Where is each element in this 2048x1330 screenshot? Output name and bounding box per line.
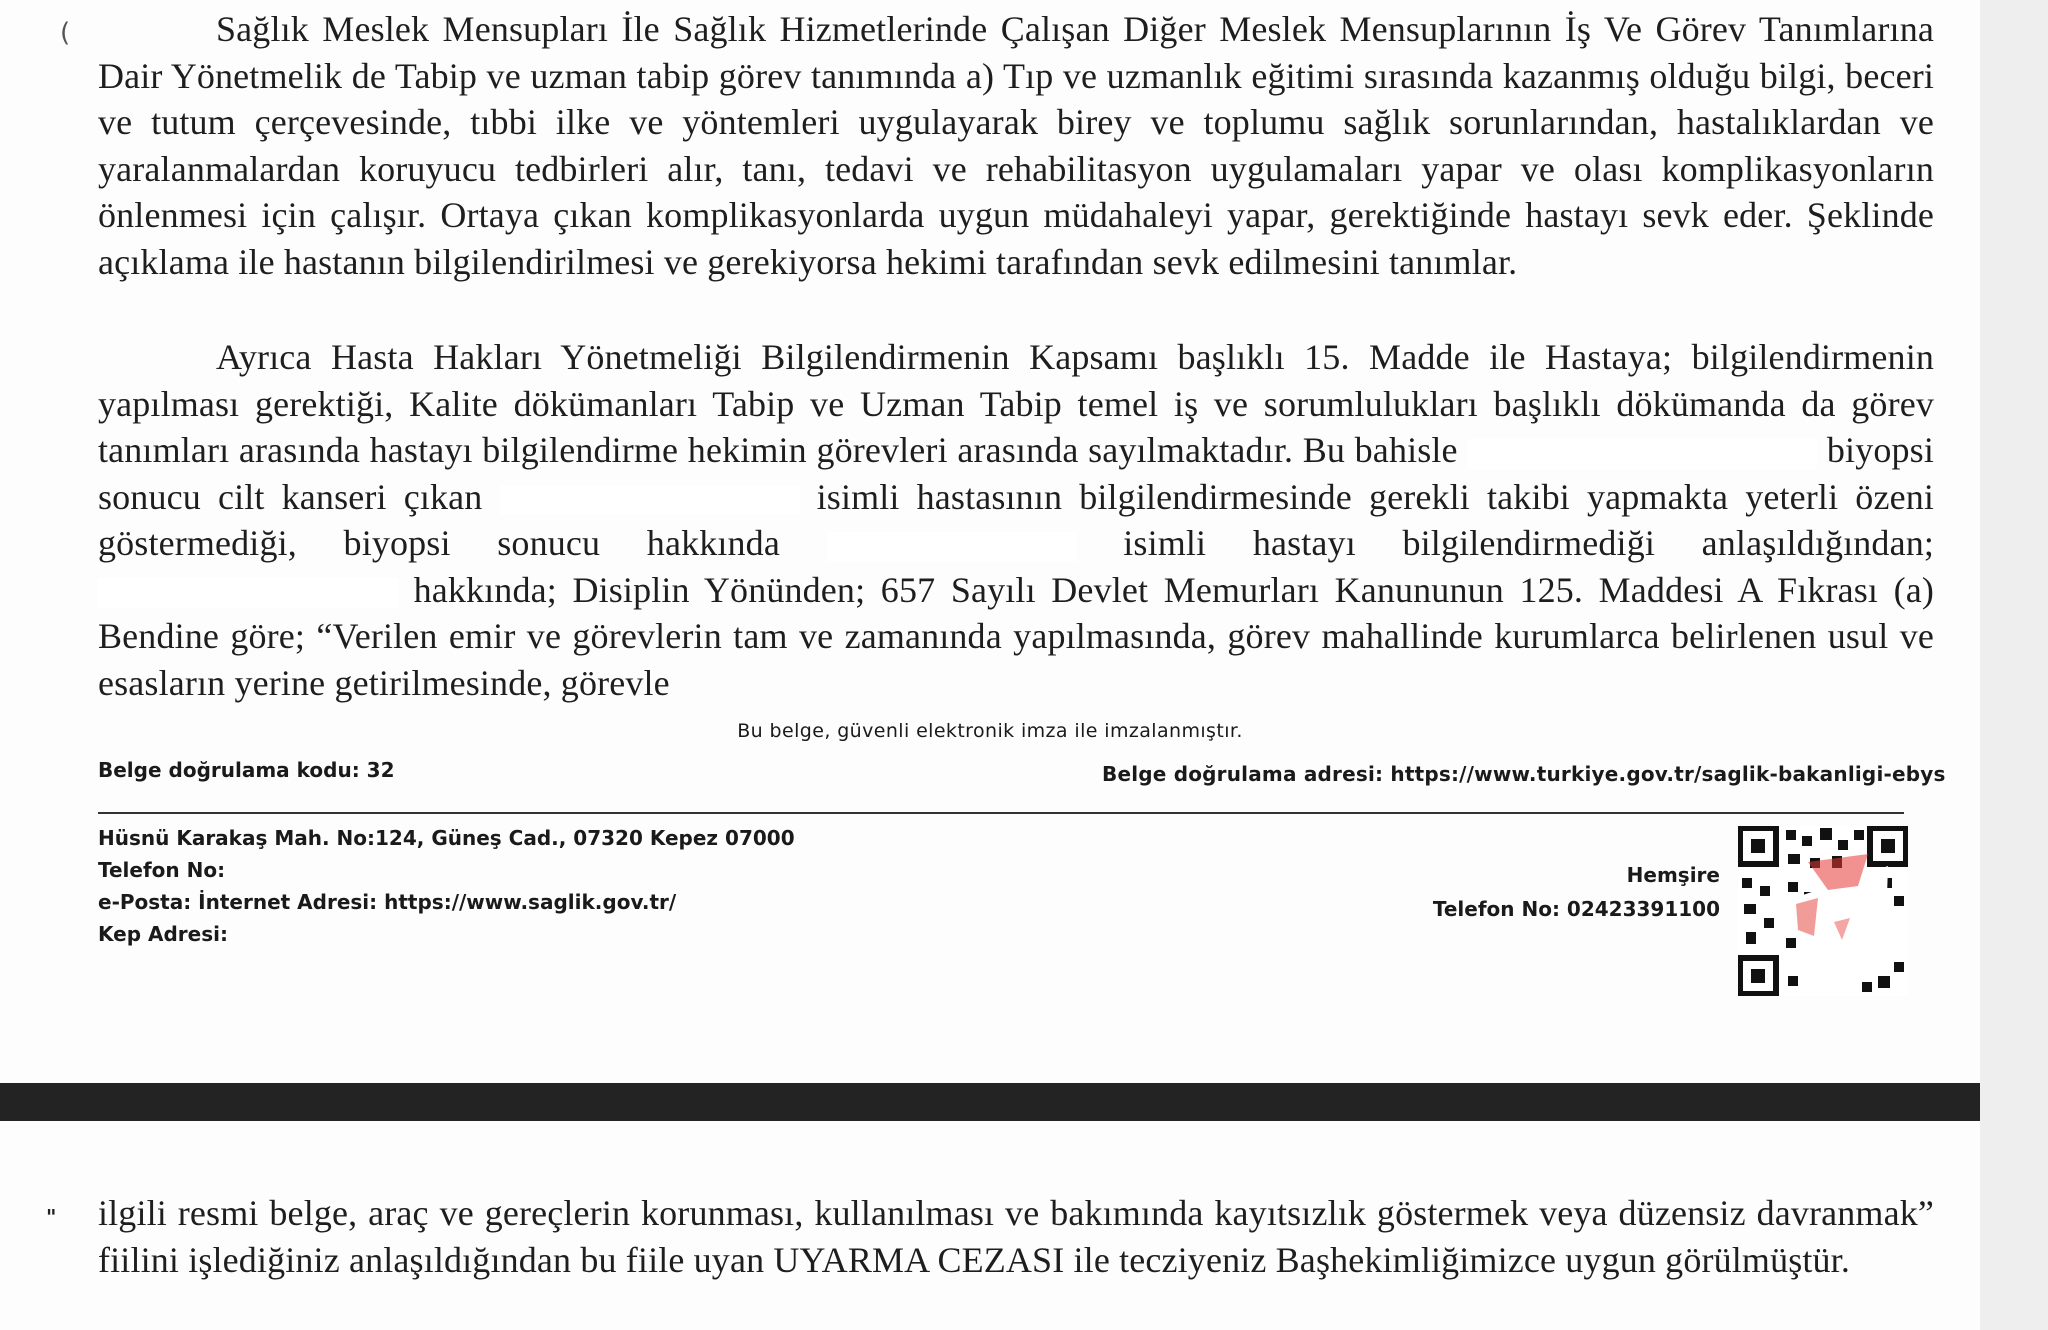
signer-role: Hemşire xyxy=(1626,863,1720,887)
address-line: Hüsnü Karakaş Mah. No:124, Güneş Cad., 07320 Kepez 07000 xyxy=(98,826,795,850)
paragraph-penalty: ilgili resmi belge, araç ve gereçlerin korunması, kullanılması ve bakımında kayıtsızlık göstermek veya düzensiz davranmak” fiilini işlediğiniz anlaşıldığından bu fiile uyan UYARMA CEZASI ile tecziyeniz Başhekimliğimizce uygun görülmüştür. xyxy=(98,1193,1934,1280)
paragraph-patient-rights-part3: isimli hastasının bilgilendirmesinde gerekli takibi yapmakta yeterli özeni göstermediği, biyopsi sonucu hakkında xyxy=(98,476,1935,563)
paragraph-patient-rights-part1: Ayrıca Hasta Hakları Yönetmeliği Bilgilendirmenin Kapsamı başlıklı 15. Madde ile Hastaya; bilgilendirmenin yapılması gerektiği, Kalite dökümanları Tabip ve Uzman Tabip temel iş ve sorumlulukları başlıklı dökümanda da görev tanımları arasında hastayı bilgilendirme hekimin görevleri arasında sayılmaktadır. Bu bahisle xyxy=(98,337,1934,470)
redacted-patient-name xyxy=(500,485,800,515)
verification-address: Belge doğrulama adresi: https://www.turkiye.gov.tr/saglik-bakanligi-ebys xyxy=(1102,762,1946,786)
qr-code-icon xyxy=(1738,826,1908,996)
paragraph-patient-rights-part2: biyopsi sonucu cilt kanseri çıkan xyxy=(98,430,1934,517)
redacted-physician-name-2 xyxy=(98,578,398,608)
scan-artifact-bullet: " xyxy=(46,1205,57,1229)
verification-code: Belge doğrulama kodu: 32 xyxy=(98,758,395,782)
kep-address-label: Kep Adresi: xyxy=(98,922,228,946)
signer-phone: Telefon No: 02423391100 xyxy=(1432,897,1720,921)
right-margin-strip xyxy=(1980,0,2048,1330)
paragraph-job-definition: Sağlık Meslek Mensupları İle Sağlık Hizmetlerinde Çalışan Diğer Meslek Mensuplarının İş Ve Görev Tanımlarına Dair Yönetmelik de Tabip ve uzman tabip görev tanımında a) Tıp ve uzmanlık eğitimi sırasında kazanmış olduğu bilgi, beceri ve tutum çerçevesinde, tıbbi ilke ve yöntemleri uygulayarak birey ve toplumu sağlık sorunlarından, hastalıklardan ve yaralanmalardan koruyucu tedbirleri alır, tanı, tedavi ve rehabilitasyon uygulamaları yapar ve olası komplikasyonların önlenmesi için çalışır. Ortaya çıkan komplikasyonlarda uygun müdahaleyi yapar, gerektiğinde hastayı sevk eder. Şeklinde açıklama ile hastanın bilgilendirilmesi ve gerekiyorsa hekimi tarafından sevk edilmesini tanımlar. xyxy=(98,9,1934,282)
paragraph-patient-rights xyxy=(98,334,1934,706)
paragraph-patient-rights-part5: hakkında; Disiplin Yönünden; 657 Sayılı Devlet Memurları Kanununun 125. Maddesi A Fıkrası (a) Bendine göre; “Verilen emir ve görevlerin tam ve zamanında yapılmasında, görev mahallinde kurumlarca belirlenen usul ve esasların yerine getirilmesinde, görevle xyxy=(98,569,1935,703)
email-web-line: e-Posta: İnternet Adresi: https://www.saglik.gov.tr/ xyxy=(98,890,677,914)
footer-divider xyxy=(98,812,1904,814)
scan-artifact-mark: ( xyxy=(60,18,71,48)
page-break-band xyxy=(0,1083,1980,1121)
redacted-patient-name-2 xyxy=(827,532,1077,562)
institution-contact xyxy=(98,822,795,950)
signer-contact xyxy=(1380,858,1720,926)
phone-label: Telefon No: xyxy=(98,858,226,882)
e-signature-note: Bu belge, güvenli elektronik imza ile imzalanmıştır. xyxy=(737,720,1243,742)
redacted-physician-name xyxy=(1467,439,1817,469)
paragraph-patient-rights-part4: isimli hastayı bilgilendirmediği anlaşıldığından; xyxy=(1123,523,1935,563)
